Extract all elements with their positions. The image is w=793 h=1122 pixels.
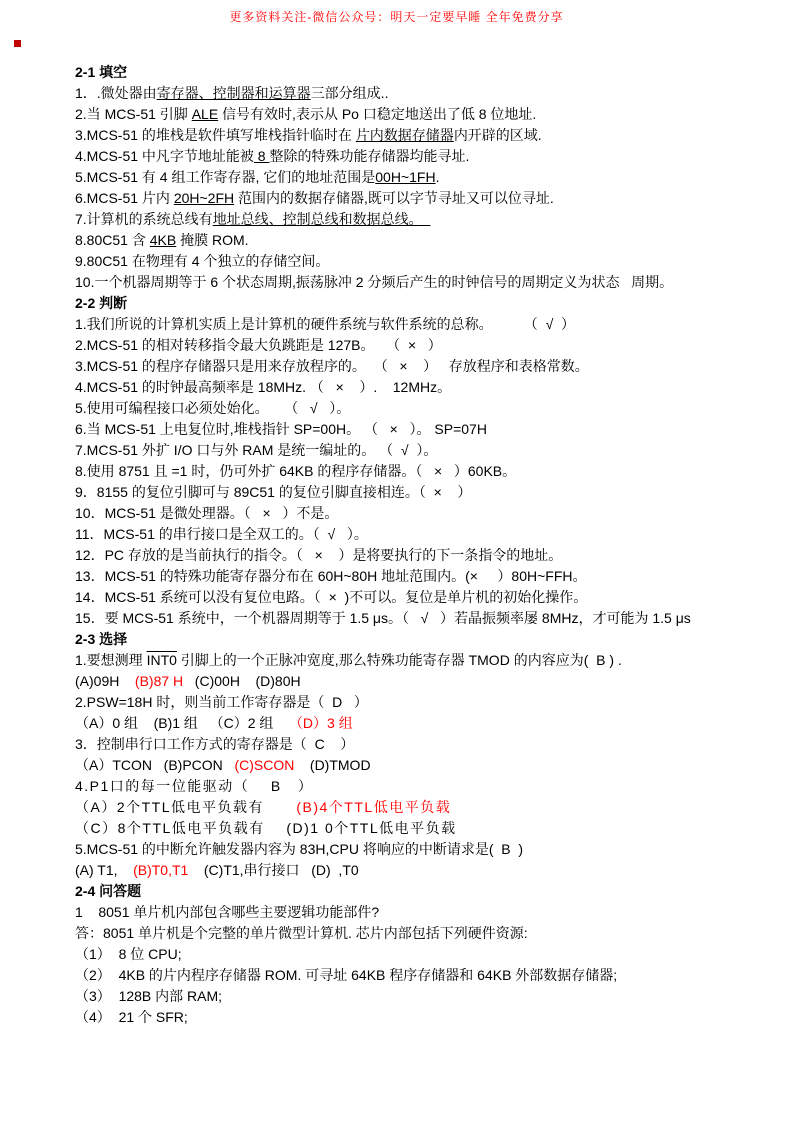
section-title: 2-3 选择: [75, 631, 128, 647]
text-segment: 7.MCS-51 外扩 I/O 口与外 RAM 是统一编址的。 （ √ ）。: [75, 442, 438, 458]
text-segment: 整除的特殊功能存储器均能寻址.: [269, 148, 470, 164]
text-line: [75, 461, 775, 482]
text-segment: （D）3 组: [288, 715, 353, 731]
text-segment: （C）8个TTL低电平负载有 (D)1 0个TTL低电平负载: [75, 820, 457, 836]
text-segment: 4.P1口的每一位能驱动（ B ）: [75, 778, 314, 794]
text-line: [75, 692, 775, 713]
text-segment: 10.一个机器周期等于 6 个状态周期,振荡脉冲 2 分频后产生的时钟信号的周期定义为状态 周期。: [75, 274, 674, 290]
text-segment: 14．MCS-51 系统可以没有复位电路。（ × )不可以。复位是单片机的初始化操作。: [75, 589, 588, 605]
header-notice: 更多资料关注-微信公众号：明天一定要早睡 全年免费分享: [229, 10, 564, 24]
text-segment: 13．MCS-51 的特殊功能寄存器分布在 60H~80H 地址范围内。(× ）80H~FFH。: [75, 568, 587, 584]
section: [75, 62, 775, 293]
text-segment: 4.MCS-51 的时钟最高频率是 18MHz. （ × ）. 12MHz。: [75, 379, 452, 395]
text-line: [75, 314, 775, 335]
text-segment: 信号有效时,表示从 Po 口稳定地送出了低 8 位地址.: [218, 106, 537, 122]
section: [75, 881, 775, 1028]
text-line: [75, 209, 775, 230]
text-segment: 1 8051 单片机内部包含哪些主要逻辑功能部件?: [75, 904, 380, 920]
text-line: [75, 230, 775, 251]
text-line: [75, 83, 775, 104]
text-line: [75, 608, 775, 629]
text-line: [75, 776, 775, 797]
text-line: [75, 146, 775, 167]
text-segment: 4KB: [149, 232, 177, 248]
text-segment: 5.MCS-51 的中断允许触发器内容为 83H,CPU 将响应的中断请求是( B ): [75, 841, 524, 857]
text-line: [75, 335, 775, 356]
text-line: [75, 986, 775, 1007]
text-segment: 2.当 MCS-51 引脚: [75, 106, 192, 122]
text-line: [75, 545, 775, 566]
text-segment: 10．MCS-51 是微处理器。（ × ）不是。: [75, 505, 339, 521]
text-segment: INT0: [146, 652, 177, 668]
text-line: [75, 272, 775, 293]
text-segment: （A）0 组 (B)1 组 （C）2 组: [75, 715, 289, 731]
text-line: [75, 377, 775, 398]
text-segment: 6.当 MCS-51 上电复位时,堆栈指针 SP=00H。 （ × ）。 SP=07H: [75, 421, 487, 437]
text-segment: 三部分组成..: [310, 85, 389, 101]
text-line: [75, 104, 775, 125]
text-line: [75, 839, 775, 860]
text-segment: (B)T0,T1: [133, 862, 189, 878]
text-segment: 12．PC 存放的是当前执行的指令。（ × ）是将要执行的下一条指令的地址。: [75, 547, 563, 563]
text-line: [75, 503, 775, 524]
text-segment: 5.MCS-51 有 4 组工作寄存器, 它们的地址范围是: [75, 169, 376, 185]
text-segment: 引脚上的一个正脉冲宽度,那么特殊功能寄存器 TMOD 的内容应为( B ) .: [176, 652, 622, 668]
text-segment: 3．控制串行口工作方式的寄存器是（ C ）: [75, 736, 355, 752]
text-segment: 8.使用 8751 且 =1 时，仍可外扩 64KB 的程序存储器。（ × ）60KB。: [75, 463, 517, 479]
text-segment: 9.80C51 在物理有 4 个独立的存储空间。: [75, 253, 330, 269]
text-segment: 7.计算机的系统总线有: [75, 211, 213, 227]
text-segment: (C)T1,串行接口 (D) ,T0: [188, 862, 359, 878]
text-line: [75, 650, 775, 671]
text-segment: （4） 21 个 SFR;: [75, 1009, 188, 1025]
text-line: [75, 755, 775, 776]
text-segment: (A) T1,: [75, 862, 134, 878]
text-segment: 15．要 MCS-51 系统中，一个机器周期等于 1.5 μs。（ √ ）若晶振频率屡 8MHz，才可能为 1.5 μs: [75, 610, 691, 626]
text-line: [75, 587, 775, 608]
text-segment: 内开辟的区域.: [453, 127, 542, 143]
text-segment: （2） 4KB 的片内程序存储器 ROM. 可寻址 64KB 程序存储器和 64KB 外部数据存储器;: [75, 967, 618, 983]
text-segment: 8.80C51 含: [75, 232, 150, 248]
text-line: [75, 1007, 775, 1028]
text-line: [75, 734, 775, 755]
text-segment: 00H~1FH: [375, 169, 436, 185]
text-segment: 掩膜 ROM.: [176, 232, 249, 248]
section: [75, 293, 775, 629]
text-segment: 1.我们所说的计算机实质上是计算机的硬件系统与软件系统的总称。 （ √ ）: [75, 316, 576, 332]
text-segment: 答：8051 单片机是个完整的单片微型计算机. 芯片内部包括下列硬件资源:: [75, 925, 528, 941]
text-segment: 3.MCS-51 的堆栈是软件填写堆栈指针临时在: [75, 127, 356, 143]
text-segment: 9．8155 的复位引脚可与 89C51 的复位引脚直接相连。（ × ）: [75, 484, 472, 500]
text-line: [75, 965, 775, 986]
text-segment: ALE: [191, 106, 219, 122]
text-segment: （A）TCON (B)PCON: [75, 757, 235, 773]
text-segment: 2.MCS-51 的相对转移指令最大负跳距是 127B。 （ × ）: [75, 337, 442, 353]
text-line: [75, 797, 775, 818]
text-segment: 寄存器、控制器和运算器: [156, 85, 311, 101]
section: [75, 629, 775, 881]
text-line: [75, 860, 775, 881]
text-segment: 11．MCS-51 的串行接口是全双工的。（ √ ）。: [75, 526, 368, 542]
red-mark: [14, 40, 21, 47]
text-segment: (B)87 H: [134, 673, 184, 689]
text-line: [75, 524, 775, 545]
text-line: [75, 818, 775, 839]
text-segment: （A）2个TTL低电平负载有: [75, 799, 297, 815]
text-segment: (A)09H: [75, 673, 135, 689]
text-segment: （3） 128B 内部 RAM;: [75, 988, 223, 1004]
text-segment: 20H~2FH: [173, 190, 235, 206]
text-segment: 地址总线、控制总线和数据总线。: [212, 211, 431, 227]
text-line: [75, 713, 775, 734]
text-segment: (D)TMOD: [294, 757, 371, 773]
text-segment: .: [435, 169, 440, 185]
text-segment: 2.PSW=18H 时，则当前工作寄存器是（ D ）: [75, 694, 368, 710]
section-title: 2-4 问答题: [75, 883, 142, 899]
text-line: [75, 482, 775, 503]
text-segment: 范围内的数据存储器,既可以字节寻址又可以位寻址.: [234, 190, 554, 206]
text-segment: (C)00H (D)80H: [183, 673, 301, 689]
text-line: [75, 566, 775, 587]
text-segment: 4.MCS-51 中凡字节地址能被: [75, 148, 254, 164]
text-line: [75, 251, 775, 272]
text-segment: (C)SCON: [234, 757, 295, 773]
text-segment: 5.使用可编程接口必须处始化。 （ √ ）。: [75, 400, 351, 416]
text-line: [75, 944, 775, 965]
text-line: [75, 356, 775, 377]
text-segment: 1．.微处器由: [75, 85, 157, 101]
text-line: [75, 671, 775, 692]
text-segment: 1.要想测理: [75, 652, 147, 668]
text-line: [75, 902, 775, 923]
section-title: 2-2 判断: [75, 295, 128, 311]
section-title: 2-1 填空: [75, 64, 128, 80]
text-segment: 片内数据存储器: [355, 127, 454, 143]
text-line: [75, 188, 775, 209]
text-segment: （1） 8 位 CPU;: [75, 946, 182, 962]
text-line: [75, 167, 775, 188]
text-line: [75, 125, 775, 146]
text-line: [75, 419, 775, 440]
text-segment: 3.MCS-51 的程序存储器只是用来存放程序的。 （ × ） 存放程序和表格常数。: [75, 358, 589, 374]
text-segment: 6.MCS-51 片内: [75, 190, 174, 206]
text-segment: (B)4个TTL低电平负载: [296, 799, 452, 815]
text-line: [75, 398, 775, 419]
text-segment: 8: [253, 148, 270, 164]
text-line: [75, 440, 775, 461]
document-body: [75, 62, 775, 1028]
text-line: [75, 923, 775, 944]
